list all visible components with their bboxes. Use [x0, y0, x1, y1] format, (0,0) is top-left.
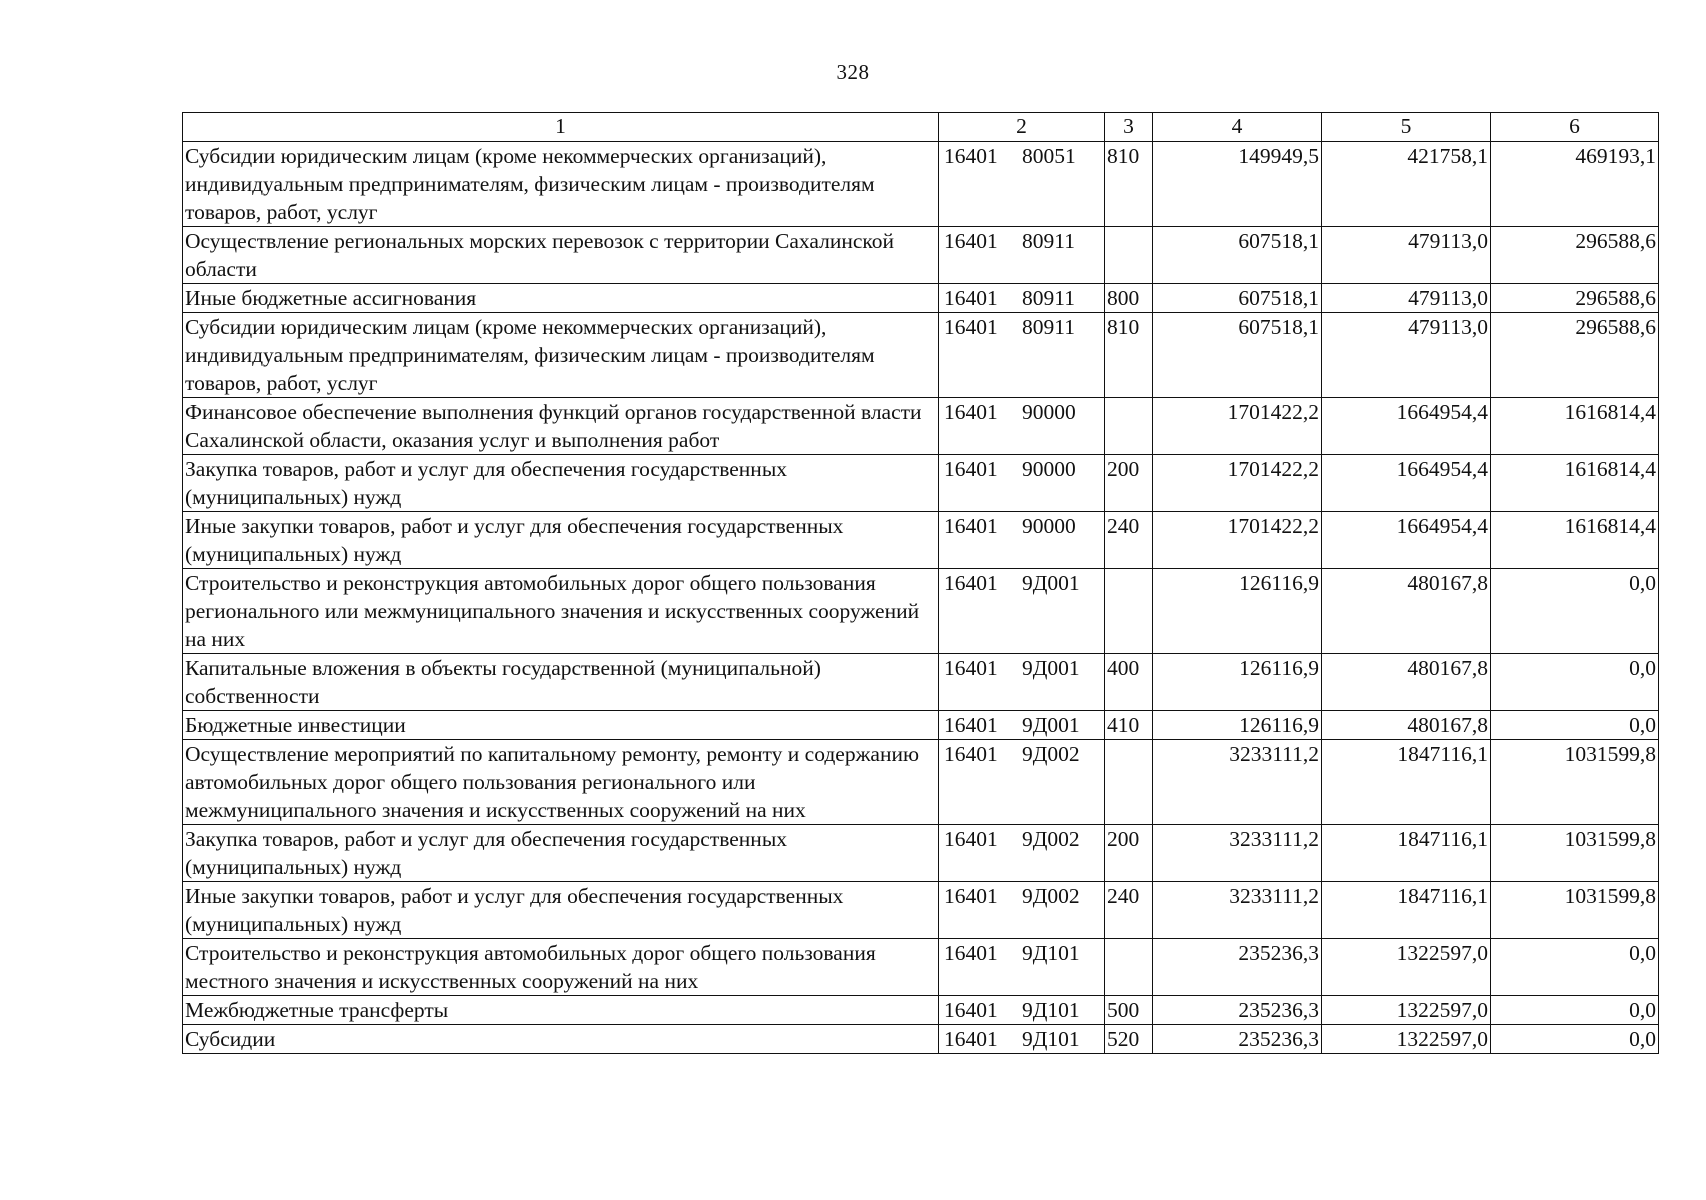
- row-code-program: 16401: [944, 571, 998, 595]
- row-target-code: [939, 1025, 1105, 1054]
- row-expense-type: 810: [1105, 313, 1153, 398]
- table-row: [183, 313, 1659, 398]
- row-amount-col4: 235236,3: [1153, 1025, 1322, 1054]
- row-code-program: 16401: [944, 656, 998, 680]
- row-code-direction: 9Д101: [1022, 941, 1080, 965]
- row-amount-col5: 1847116,1: [1322, 740, 1491, 825]
- row-target-code: [939, 654, 1105, 711]
- row-amount-col5: 1322597,0: [1322, 1025, 1491, 1054]
- row-amount-col6: 296588,6: [1491, 313, 1659, 398]
- row-code-direction: 9Д002: [1022, 884, 1080, 908]
- row-amount-col4: 235236,3: [1153, 996, 1322, 1025]
- page-number: 328: [836, 60, 870, 84]
- table-row: [183, 512, 1659, 569]
- row-amount-col6: 0,0: [1491, 996, 1659, 1025]
- row-amount-col6: 296588,6: [1491, 284, 1659, 313]
- row-description: Закупка товаров, работ и услуг для обеспечения государственных (муниципальных) нужд: [183, 825, 939, 882]
- row-description: Субсидии юридическим лицам (кроме некоммерческих организаций), индивидуальным предпринимателям, физическим лицам - производителям товаров, работ, услуг: [183, 142, 939, 227]
- row-amount-col6: 296588,6: [1491, 227, 1659, 284]
- row-description: Финансовое обеспечение выполнения функций органов государственной власти Сахалинской области, оказания услуг и выполнения работ: [183, 398, 939, 455]
- header-col-1: 1: [183, 113, 939, 142]
- row-description: Бюджетные инвестиции: [183, 711, 939, 740]
- row-amount-col6: 0,0: [1491, 711, 1659, 740]
- row-amount-col5: 1664954,4: [1322, 398, 1491, 455]
- row-code-direction: 9Д001: [1022, 713, 1080, 737]
- row-amount-col6: 1616814,4: [1491, 455, 1659, 512]
- row-description: Межбюджетные трансферты: [183, 996, 939, 1025]
- row-target-code: [939, 398, 1105, 455]
- row-target-code: [939, 284, 1105, 313]
- row-target-code: [939, 512, 1105, 569]
- row-amount-col5: 480167,8: [1322, 569, 1491, 654]
- table-body: [183, 142, 1659, 1054]
- row-expense-type: 200: [1105, 825, 1153, 882]
- table-row: [183, 284, 1659, 313]
- table-row: [183, 882, 1659, 939]
- header-col-4: 4: [1153, 113, 1322, 142]
- table-row: [183, 569, 1659, 654]
- row-amount-col4: 126116,9: [1153, 569, 1322, 654]
- row-code-program: 16401: [944, 1027, 998, 1051]
- header-row: [183, 113, 1659, 142]
- row-code-program: 16401: [944, 941, 998, 965]
- header-col-3: 3: [1105, 113, 1153, 142]
- table-row: [183, 711, 1659, 740]
- row-code-program: 16401: [944, 884, 998, 908]
- row-description: Иные закупки товаров, работ и услуг для обеспечения государственных (муниципальных) нужд: [183, 882, 939, 939]
- row-expense-type: 240: [1105, 512, 1153, 569]
- row-code-direction: 80911: [1022, 315, 1075, 339]
- table-row: [183, 996, 1659, 1025]
- row-amount-col4: 607518,1: [1153, 313, 1322, 398]
- row-amount-col6: 1031599,8: [1491, 882, 1659, 939]
- row-amount-col5: 480167,8: [1322, 654, 1491, 711]
- row-amount-col6: 0,0: [1491, 939, 1659, 996]
- row-target-code: [939, 142, 1105, 227]
- row-amount-col6: 1616814,4: [1491, 398, 1659, 455]
- row-target-code: [939, 569, 1105, 654]
- row-code-direction: 9Д001: [1022, 571, 1080, 595]
- row-amount-col4: 235236,3: [1153, 939, 1322, 996]
- row-amount-col4: 1701422,2: [1153, 455, 1322, 512]
- row-amount-col5: 1847116,1: [1322, 882, 1491, 939]
- row-expense-type: 400: [1105, 654, 1153, 711]
- row-expense-type: [1105, 569, 1153, 654]
- row-code-program: 16401: [944, 713, 998, 737]
- row-amount-col5: 421758,1: [1322, 142, 1491, 227]
- table-row: [183, 1025, 1659, 1054]
- row-amount-col5: 479113,0: [1322, 284, 1491, 313]
- row-expense-type: 200: [1105, 455, 1153, 512]
- row-code-direction: 90000: [1022, 514, 1076, 538]
- row-code-direction: 9Д002: [1022, 827, 1080, 851]
- row-description: Закупка товаров, работ и услуг для обеспечения государственных (муниципальных) нужд: [183, 455, 939, 512]
- row-code-program: 16401: [944, 457, 998, 481]
- table-row: [183, 825, 1659, 882]
- row-target-code: [939, 227, 1105, 284]
- row-code-program: 16401: [944, 742, 998, 766]
- row-description: Капитальные вложения в объекты государственной (муниципальной) собственности: [183, 654, 939, 711]
- row-amount-col4: 3233111,2: [1153, 882, 1322, 939]
- row-description: Субсидии: [183, 1025, 939, 1054]
- row-expense-type: 810: [1105, 142, 1153, 227]
- table-row: [183, 398, 1659, 455]
- row-description: Осуществление мероприятий по капитальному ремонту, ремонту и содержанию автомобильных дорог общего пользования регионального или межмуниципального значения и искусственных сооружений на них: [183, 740, 939, 825]
- row-amount-col5: 1322597,0: [1322, 996, 1491, 1025]
- row-expense-type: [1105, 740, 1153, 825]
- row-target-code: [939, 882, 1105, 939]
- row-code-direction: 9Д001: [1022, 656, 1080, 680]
- row-expense-type: 520: [1105, 1025, 1153, 1054]
- row-amount-col5: 1664954,4: [1322, 455, 1491, 512]
- row-amount-col6: 0,0: [1491, 569, 1659, 654]
- row-code-program: 16401: [944, 144, 998, 168]
- row-target-code: [939, 825, 1105, 882]
- row-target-code: [939, 939, 1105, 996]
- row-code-direction: 90000: [1022, 400, 1076, 424]
- row-code-program: 16401: [944, 827, 998, 851]
- row-code-direction: 80051: [1022, 144, 1076, 168]
- row-amount-col6: 1031599,8: [1491, 740, 1659, 825]
- row-amount-col5: 1847116,1: [1322, 825, 1491, 882]
- budget-table: [182, 112, 1659, 1054]
- table-row: [183, 939, 1659, 996]
- row-expense-type: [1105, 398, 1153, 455]
- row-amount-col5: 479113,0: [1322, 227, 1491, 284]
- row-description: Субсидии юридическим лицам (кроме некоммерческих организаций), индивидуальным предпринимателям, физическим лицам - производителям товаров, работ, услуг: [183, 313, 939, 398]
- row-target-code: [939, 711, 1105, 740]
- row-amount-col6: 1031599,8: [1491, 825, 1659, 882]
- row-amount-col4: 1701422,2: [1153, 398, 1322, 455]
- row-code-direction: 90000: [1022, 457, 1076, 481]
- row-target-code: [939, 740, 1105, 825]
- row-code-program: 16401: [944, 400, 998, 424]
- table-row: [183, 740, 1659, 825]
- row-amount-col4: 149949,5: [1153, 142, 1322, 227]
- row-amount-col6: 469193,1: [1491, 142, 1659, 227]
- row-expense-type: 240: [1105, 882, 1153, 939]
- row-amount-col6: 0,0: [1491, 654, 1659, 711]
- row-target-code: [939, 996, 1105, 1025]
- row-amount-col4: 1701422,2: [1153, 512, 1322, 569]
- row-code-program: 16401: [944, 315, 998, 339]
- row-expense-type: 410: [1105, 711, 1153, 740]
- row-amount-col5: 1664954,4: [1322, 512, 1491, 569]
- row-description: Иные бюджетные ассигнования: [183, 284, 939, 313]
- row-description: Осуществление региональных морских перевозок с территории Сахалинской области: [183, 227, 939, 284]
- row-code-program: 16401: [944, 286, 998, 310]
- row-code-program: 16401: [944, 229, 998, 253]
- row-code-direction: 9Д101: [1022, 1027, 1080, 1051]
- row-description: Строительство и реконструкция автомобильных дорог общего пользования регионального или межмуниципального значения и искусственных сооружений на них: [183, 569, 939, 654]
- row-description: Строительство и реконструкция автомобильных дорог общего пользования местного значения и искусственных сооружений на них: [183, 939, 939, 996]
- row-code-direction: 9Д101: [1022, 998, 1080, 1022]
- row-description: Иные закупки товаров, работ и услуг для обеспечения государственных (муниципальных) нужд: [183, 512, 939, 569]
- header-col-6: 6: [1491, 113, 1659, 142]
- row-amount-col4: 126116,9: [1153, 654, 1322, 711]
- row-code-direction: 9Д002: [1022, 742, 1080, 766]
- table-row: [183, 227, 1659, 284]
- row-expense-type: 800: [1105, 284, 1153, 313]
- row-target-code: [939, 455, 1105, 512]
- row-amount-col4: 3233111,2: [1153, 740, 1322, 825]
- row-amount-col6: 0,0: [1491, 1025, 1659, 1054]
- table-row: [183, 142, 1659, 227]
- row-expense-type: [1105, 227, 1153, 284]
- row-amount-col5: 1322597,0: [1322, 939, 1491, 996]
- row-amount-col6: 1616814,4: [1491, 512, 1659, 569]
- row-expense-type: 500: [1105, 996, 1153, 1025]
- header-col-2: 2: [939, 113, 1105, 142]
- row-amount-col4: 3233111,2: [1153, 825, 1322, 882]
- row-code-program: 16401: [944, 998, 998, 1022]
- row-code-direction: 80911: [1022, 229, 1075, 253]
- header-col-5: 5: [1322, 113, 1491, 142]
- row-target-code: [939, 313, 1105, 398]
- row-code-program: 16401: [944, 514, 998, 538]
- row-amount-col4: 126116,9: [1153, 711, 1322, 740]
- row-amount-col5: 479113,0: [1322, 313, 1491, 398]
- row-amount-col4: 607518,1: [1153, 284, 1322, 313]
- table-row: [183, 654, 1659, 711]
- table-row: [183, 455, 1659, 512]
- row-amount-col4: 607518,1: [1153, 227, 1322, 284]
- row-expense-type: [1105, 939, 1153, 996]
- row-code-direction: 80911: [1022, 286, 1075, 310]
- row-amount-col5: 480167,8: [1322, 711, 1491, 740]
